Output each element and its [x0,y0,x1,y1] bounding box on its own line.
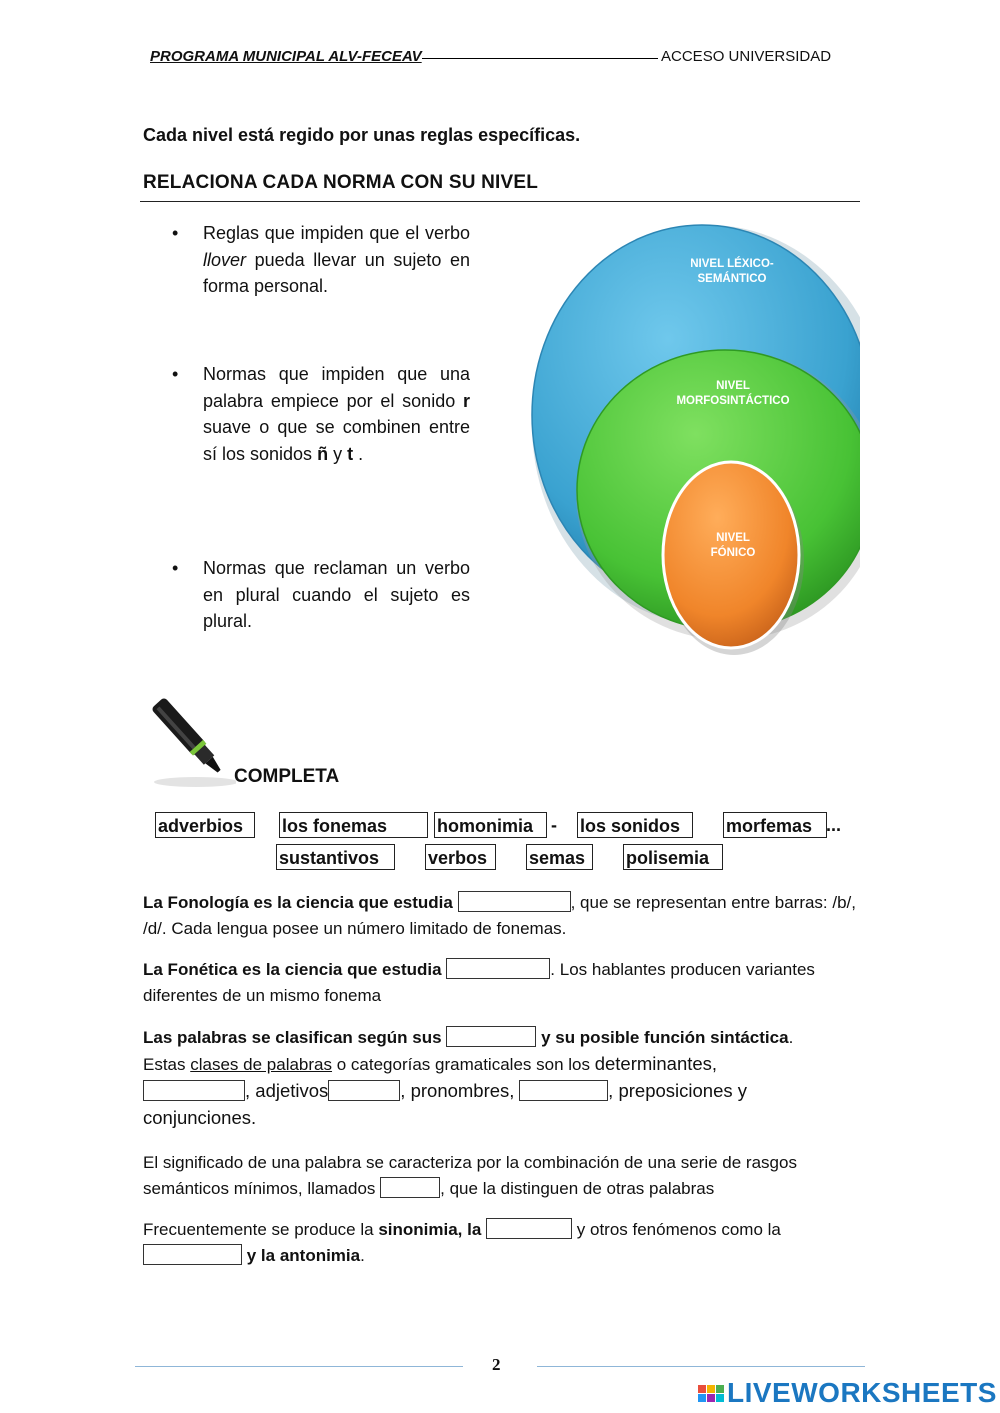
para-text: . Los hablantes producen variantes diferentes de un mismo fonema [143,960,815,1005]
page-number: 2 [492,1355,501,1374]
para-text-bold: sinonimia, la [378,1220,482,1239]
rule-text: suave o que se combinen entre sí los sonidos [203,417,470,464]
rule-text-bold: ñ [317,443,329,464]
rule-text: . [353,443,364,464]
section-title: RELACIONA CADA NORMA CON SU NIVEL [143,172,539,193]
word-chip[interactable]: polisemia [623,844,723,870]
para-text: y otros fenómenos como la [576,1220,781,1239]
para-text: Estas [143,1055,191,1074]
rule-text-bold: t [347,443,354,464]
answer-blank[interactable] [328,1080,400,1101]
outer-label-line1: NIVEL LÉXICO- [690,258,774,270]
para-text: . [788,1028,794,1047]
para-text: , adjetivos [245,1080,329,1101]
rule-text: Reglas que impiden que el verbo [203,223,470,243]
paragraph-fonologia [143,890,857,942]
rule-text-bold: r [462,390,470,411]
header-underline [422,58,658,59]
completa-title: COMPLETA [234,766,340,787]
header-course: ACCESO UNIVERSIDAD [661,48,832,65]
answer-blank[interactable] [519,1080,608,1101]
header-program: PROGRAMA MUNICIPAL ALV-FECEAV [150,48,422,65]
word-chip[interactable]: adverbios [155,812,255,838]
para-text: o categorías gramaticales son los [332,1055,595,1074]
para-text: conjunciones. [143,1107,257,1128]
answer-blank[interactable] [486,1218,572,1239]
section-divider [140,201,860,202]
pen-icon [146,690,236,790]
word-separator: - [551,815,557,835]
answer-blank[interactable] [446,1026,536,1047]
rule-text: pueda llevar un sujeto en forma personal. [203,249,470,296]
para-text: Frecuentemente se produce la [143,1220,379,1239]
para-text: determinantes, [594,1053,718,1074]
paragraph-significado [143,1150,857,1202]
word-chip[interactable]: los fonemas [279,812,428,838]
para-text: , pronombres, [400,1080,515,1101]
para-text-bold: y la antonimia [246,1246,361,1265]
word-chip[interactable]: sustantivos [276,844,395,870]
para-text-bold: La Fonética es la ciencia que estudia [143,960,442,979]
paragraph-fenomenos [143,1217,857,1269]
para-text: , que se representan entre barras: /b/, /d/. Cada lengua posee un número limitado de fonemas. [143,893,856,938]
footer-rule-right [537,1366,865,1367]
word-chip[interactable]: los sonidos [577,812,693,838]
para-text-bold: y su posible función sintáctica [541,1028,789,1047]
answer-blank[interactable] [380,1177,440,1198]
word-chip[interactable]: homonimia [434,812,547,838]
liveworksheets-logo-icon [697,1376,725,1410]
bullet: • [172,364,179,384]
intro-text: Cada nivel está regido por unas reglas específicas. [143,125,581,145]
liveworksheets-brand[interactable]: LIVEWORKSHEETS [727,1377,997,1408]
answer-blank[interactable] [143,1080,245,1101]
middle-label-line2: MORFOSINTÁCTICO [676,395,790,407]
bullet: • [172,558,179,578]
word-chip[interactable]: semas [526,844,593,870]
answer-blank[interactable] [446,958,550,979]
inner-label-line2: FÓNICO [710,547,756,559]
word-chip[interactable]: verbos [425,844,496,870]
outer-label-line2: SEMÁNTICO [697,273,767,285]
levels-diagram [530,215,860,655]
footer-rule-left [135,1366,463,1367]
rule-text: y [328,443,348,464]
bullet: • [172,223,179,243]
para-text: , preposiciones y [608,1080,747,1101]
rule-item[interactable] [170,220,470,300]
middle-label-line1: NIVEL [716,380,750,392]
para-text: , que la distinguen de otras palabras [440,1179,715,1198]
para-text-underlined: clases de palabras [190,1055,333,1074]
answer-blank[interactable] [458,891,571,912]
answer-blank[interactable] [143,1244,242,1265]
rule-item[interactable] [170,361,470,467]
paragraph-clases [143,1025,857,1132]
para-text-bold: Las palabras se clasifican según sus [143,1028,442,1047]
para-text: . [360,1246,365,1265]
paragraph-fonetica [143,957,857,1009]
para-text-bold: La Fonología es la ciencia que estudia [143,893,453,912]
word-ellipsis: ... [826,815,842,835]
rule-text: Normas que reclaman un verbo en plural cuando el sujeto es plural. [203,558,470,631]
rule-text: Normas que impiden que una palabra empiece por el sonido [203,364,470,411]
rule-item[interactable] [170,555,470,635]
page-header [150,48,850,65]
inner-label-line1: NIVEL [716,532,750,544]
word-chip[interactable]: morfemas [723,812,827,838]
rule-text-italic: llover [203,249,247,270]
para-text: El significado de una palabra se caracteriza por la combinación de una serie de rasgos semánticos mínimos, llamados [143,1153,797,1198]
